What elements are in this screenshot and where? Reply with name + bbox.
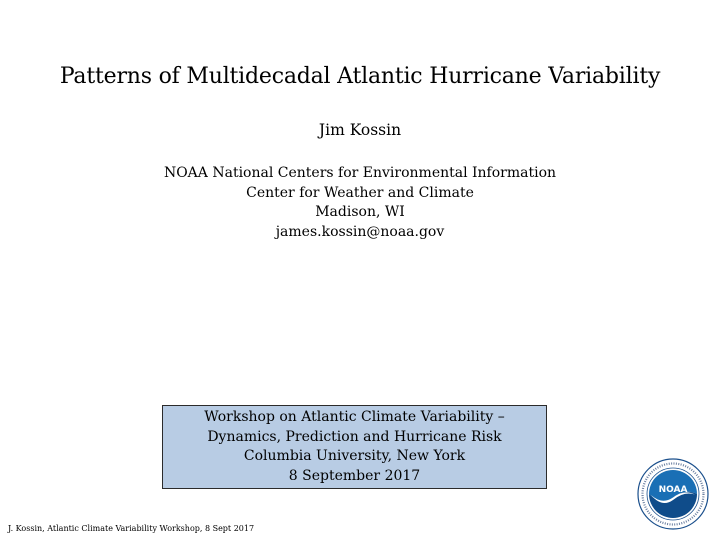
affiliation-line-location: Madison, WI [315,204,405,220]
workshop-line-name: Workshop on Atlantic Climate Variability – [204,409,505,425]
affiliation-line-org: NOAA National Centers for Environmental Information [163,165,557,181]
noaa-logo [637,458,709,530]
slide-footer: J. Kossin, Atlantic Climate Variability Workshop, 8 Sept 2017 [8,524,255,533]
affiliation-line-center: Center for Weather and Climate [246,184,474,201]
author-name: Jim Kossin [318,121,402,139]
workshop-box [162,405,547,489]
workshop-line-topic: Dynamics, Prediction and Hurricane Risk [207,428,502,445]
affiliation-block [0,164,720,242]
workshop-line-venue: Columbia University, New York [243,448,466,464]
slide-title: Patterns of Multidecadal Atlantic Hurricane Variability [59,64,661,89]
logo-center-text: NOAA [658,485,688,495]
affiliation-line-email: james.kossin@noaa.gov [275,223,445,240]
workshop-line-date: 8 September 2017 [288,467,421,484]
